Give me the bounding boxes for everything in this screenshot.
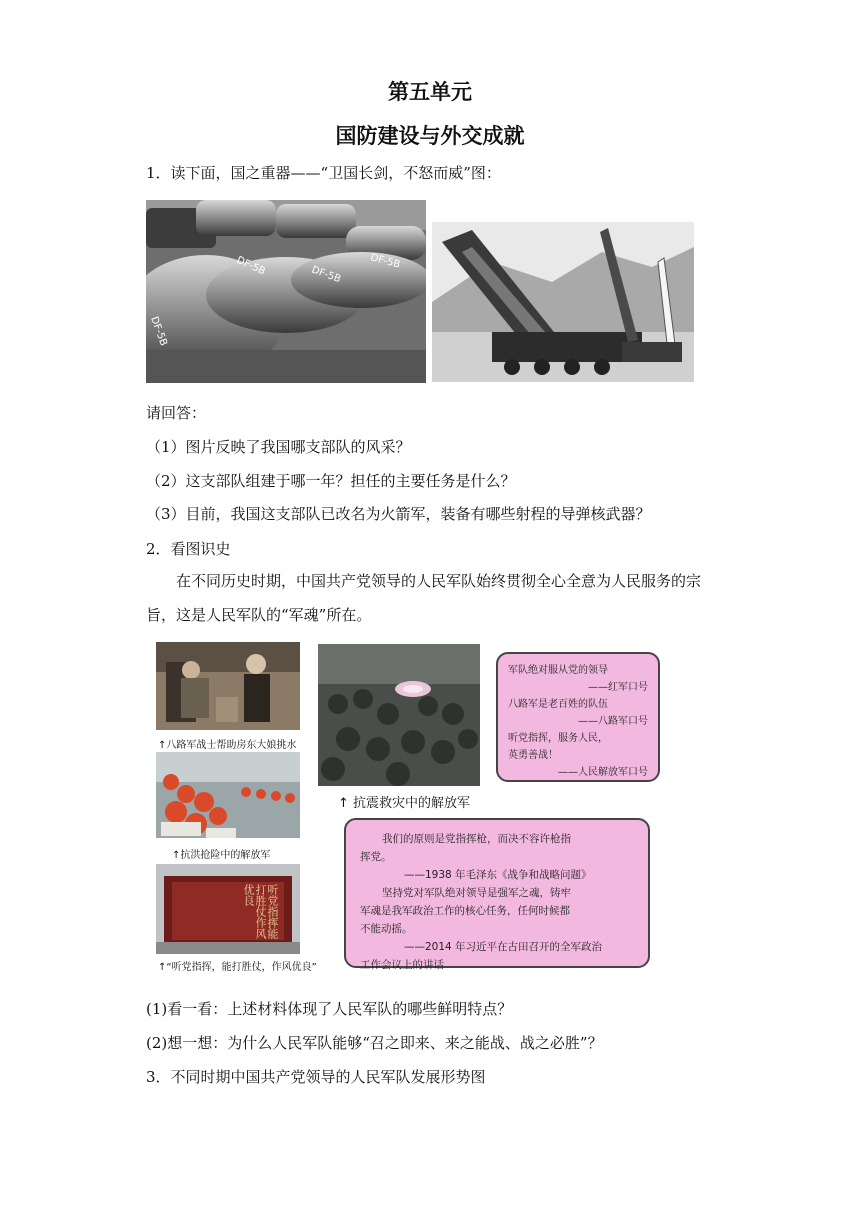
- quote-source: ——1938 年毛泽东《战争和战略问题》: [404, 869, 592, 881]
- photo4-caption-text: 抗震救灾中的解放军: [353, 796, 471, 811]
- plaque-char: 良: [242, 895, 255, 906]
- slogan-line: 八路军是老百姓的队伍: [508, 699, 608, 710]
- photo-plaque: [156, 864, 300, 954]
- photo1-caption-text: 八路军战士帮助房东大娘挑水: [166, 740, 297, 751]
- photo2-caption-text: 抗洪抢险中的解放军: [180, 850, 271, 861]
- plaque-char: 听: [266, 884, 279, 895]
- photo4-caption: [338, 792, 470, 811]
- q1-item-1: （1）图片反映了我国哪支部队的风采？: [146, 438, 411, 456]
- up-arrow-icon: ↑: [158, 962, 167, 973]
- q2-paragraph: 在不同历史时期，中国共产党领导的人民军队始终贯彻全心全意为人民服务的宗旨，这是人民军队的“军魂”所在。: [146, 572, 702, 624]
- photo3-caption: [158, 958, 317, 973]
- plaque-char: 党: [266, 895, 279, 906]
- photo3-caption-text: “听党指挥，能打胜仗，作风优良”: [166, 962, 317, 973]
- up-arrow-icon: ↑: [172, 850, 181, 861]
- quote-line: 不能动摇。: [360, 923, 413, 935]
- slogan-line: 听党指挥，服务人民，: [508, 733, 608, 744]
- plaque-text: [218, 884, 278, 940]
- q2-item-2: (2)想一想：为什么人民军队能够“召之即来、来之能战、战之必胜”？: [146, 1034, 603, 1052]
- slogan-source: ——红军口号: [588, 682, 648, 693]
- missile-launcher-photo: [432, 222, 694, 382]
- q2-heading: 2．看图识史: [146, 540, 231, 558]
- unit-title: 第五单元: [388, 80, 472, 104]
- q1-answer-label: 请回答：: [146, 404, 207, 422]
- missile-mark: DF-5B: [234, 254, 267, 278]
- q1-item-3: （3）目前，我国这支部队已改名为火箭军，装备有哪些射程的导弹核武器？: [146, 505, 651, 523]
- missile-mark: DF-5B: [309, 264, 343, 286]
- plaque-char: 打: [254, 884, 267, 895]
- up-arrow-icon: ↑: [158, 740, 167, 751]
- plaque-char: 作: [254, 917, 267, 928]
- plaque-char: 仗: [254, 906, 267, 917]
- plaque-char: 优: [242, 884, 255, 895]
- plaque-char: 指: [266, 906, 279, 917]
- slogan-source: ——人民解放军口号: [558, 767, 648, 778]
- plaque-char: 胜: [254, 895, 267, 906]
- slogan-box: [496, 652, 660, 782]
- quote-source: ——2014 年习近平在古田召开的全军政治: [404, 941, 603, 953]
- up-arrow-icon: ↑: [338, 796, 354, 811]
- quote-line: 军魂是我军政治工作的核心任务，任何时候都: [360, 905, 570, 917]
- photo-earthquake-relief: [318, 644, 480, 786]
- q3-heading: 3．不同时期中国共产党领导的人民军队发展形势图: [146, 1068, 486, 1086]
- plaque-char: 能: [266, 928, 279, 939]
- quote-line: 坚持党对军队绝对领导是强军之魂，铸牢: [382, 887, 571, 899]
- slogan-line: 英勇善战！: [508, 750, 558, 761]
- photo-soldier-helping: [156, 642, 300, 730]
- q1-prompt: 1．读下面，国之重器——“卫国长剑，不怒而威”图：: [146, 164, 501, 182]
- quote-box: [344, 818, 650, 971]
- photo1-caption: [158, 736, 296, 751]
- plaque-char: 风: [254, 928, 267, 939]
- slogan-line: 军队绝对服从党的领导: [508, 665, 608, 676]
- slogan-source: ——八路军口号: [578, 716, 648, 727]
- missile-mark: DF-5B: [369, 252, 402, 271]
- q2-item-1: (1)看一看：上述材料体现了人民军队的哪些鲜明特点？: [146, 1000, 513, 1018]
- q1-item-2: （2）这支部队组建于哪一年？担任的主要任务是什么？: [146, 472, 516, 490]
- photo2-caption: [172, 846, 270, 861]
- missile-parade-photo: [146, 200, 426, 383]
- quote-line: 我们的原则是党指挥枪，而决不容许枪指: [382, 833, 571, 845]
- quote-line: 挥党。: [360, 851, 392, 863]
- quote-source: 工作会议上的讲话: [360, 959, 444, 971]
- photo-flood-rescue: [156, 752, 300, 838]
- missile-mark: DF-5B: [148, 315, 169, 348]
- plaque-char: 挥: [266, 917, 279, 928]
- unit-subtitle: 国防建设与外交成就: [335, 124, 525, 148]
